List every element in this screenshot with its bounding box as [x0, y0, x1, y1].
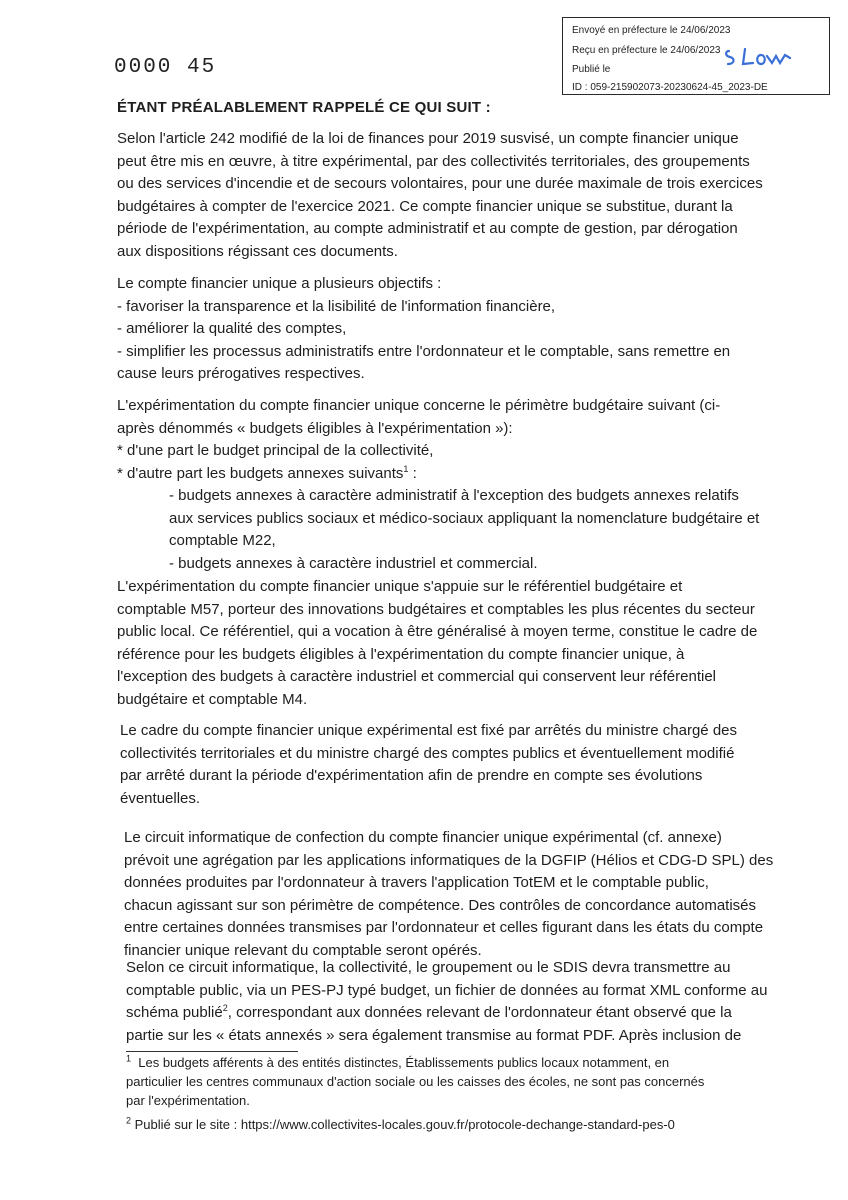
text-line: budgétaire et comptable M4.: [117, 690, 308, 708]
paragraph-scope: [117, 395, 777, 575]
sub-list-item: - budgets annexes à caractère administratif à l'exception des budgets annexes relatifs: [169, 487, 739, 504]
text-run: * d'autre part les budgets annexes suivants: [117, 464, 404, 482]
text-line: aux services publics sociaux et médico-sociaux appliquant la nomenclature budgétaire et: [169, 509, 760, 527]
text-run: :: [408, 464, 417, 482]
footnote-mark: 2: [126, 1115, 132, 1126]
footnote-1: [126, 1053, 802, 1110]
text-line: Le compte financier unique a plusieurs objectifs :: [117, 275, 442, 292]
text-line: période de l'expérimentation, au compte administratif et au compte de gestion, par dérogation: [117, 220, 738, 237]
text-line: L'expérimentation du compte financier unique s'appuie sur le référentiel budgétaire et: [117, 578, 683, 595]
text-line: comptable M22,: [169, 532, 276, 549]
text-line: public local. Ce référentiel, qui a vocation à être généralisé à moyen terme, constitue le cadre de: [117, 623, 758, 640]
text-line: Le cadre du compte financier unique expérimental est fixé par arrêtés du ministre chargé des: [120, 722, 737, 739]
text-line: budgétaires à compter de l'exercice 2021. Ce compte financier unique se substitue, durant la: [117, 197, 733, 215]
section-heading: ÉTANT PRÉALABLEMENT RAPPELÉ CE QUI SUIT :: [117, 99, 491, 116]
list-item: - simplifier les processus administratifs entre l'ordonnateur et le comptable, sans remettre en: [117, 342, 731, 360]
text-line: comptable public, via un PES-PJ typé budget, un fichier de données au format XML conforme au: [126, 981, 768, 999]
paragraph-it-circuit: [124, 827, 784, 962]
text-run: schéma publié: [126, 1004, 223, 1021]
paragraph-m57-framework: [117, 576, 777, 711]
stamp-received-date: Reçu en préfecture le 24/06/2023: [572, 45, 721, 56]
document-number: 0000 45: [114, 56, 217, 79]
paragraph-transmission: [126, 957, 786, 1047]
paragraph-objectives: [117, 273, 777, 386]
text-line: ou des services d'incendie et de secours volontaires, pour une durée maximale de trois exercices: [117, 175, 763, 192]
text-line: [126, 1002, 786, 1025]
text-line: peut être mis en œuvre, à titre expérimental, par des collectivités territoriales, des groupements: [117, 152, 750, 170]
text-line: entre certaines données transmises par l'ordonnateur et celles figurant dans les états du compte: [124, 919, 764, 936]
text-line: financier unique relevant du comptable seront opérés.: [124, 941, 482, 959]
text-line: éventuelles.: [120, 789, 201, 807]
stamp-published: Publié le: [572, 64, 611, 75]
paragraph-legal-basis: [117, 128, 777, 263]
text-line: L'expérimentation du compte financier unique concerne le périmètre budgétaire suivant (ci-: [117, 397, 721, 414]
footnote-line: [126, 1053, 802, 1072]
list-item: [117, 463, 777, 486]
text-line: Selon ce circuit informatique, la collectivité, le groupement ou le SDIS devra transmettre au: [126, 959, 731, 976]
footnote-2: [126, 1115, 802, 1134]
footnote-line: par l'expérimentation.: [126, 1093, 250, 1108]
footnote-mark: 1: [126, 1053, 132, 1064]
text-line: l'exception des budgets à caractère industriel et commercial qui conservent leur référentiel: [117, 668, 717, 685]
footnote-divider: [126, 1051, 298, 1052]
text-line: prévoit une agrégation par les applications informatiques de la DGFIP (Hélios et CDG-D SPL) des: [124, 851, 774, 869]
stamp-id: ID : 059-215902073-20230624-45_2023-DE: [572, 82, 768, 93]
list-item: * d'une part le budget principal de la collectivité,: [117, 442, 434, 459]
footnote-link: Publié sur le site : https://www.collectivites-locales.gouv.fr/protocole-dechange-standard-pes-0: [134, 1117, 675, 1132]
text-line: aux dispositions régissant ces documents.: [117, 242, 398, 260]
text-run: , correspondant aux données relevant de l'ordonnateur étant observé que la: [227, 1004, 732, 1021]
text-line: collectivités territoriales et du ministre chargé des comptes publics et éventuellement modifié: [120, 744, 735, 762]
stamp-sent-date: Envoyé en préfecture le 24/06/2023: [572, 25, 731, 36]
paragraph-framework-decrees: [120, 720, 780, 810]
footnote-line: [126, 1115, 802, 1134]
footnote-line: particulier les centres communaux d'action sociale ou les caisses des écoles, ne sont pas concernés: [126, 1074, 705, 1089]
text-line: référence pour les budgets éligibles à l'expérimentation du compte financier unique, à: [117, 645, 685, 663]
text-line: partie sur les « états annexés » sera également transmise au format PDF. Après inclusion de: [126, 1026, 742, 1044]
text-line: après dénommés « budgets éligibles à l'expérimentation »):: [117, 419, 513, 437]
sub-list-item: - budgets annexes à caractère industriel et commercial.: [169, 554, 538, 572]
text-line: chacun agissant sur son périmètre de compétence. Des contrôles de concordance automatisés: [124, 896, 757, 914]
text-line: Le circuit informatique de confection du compte financier unique expérimental (cf. annexe): [124, 829, 722, 846]
footnote-ref-1: 1: [403, 463, 409, 474]
text-line: cause leurs prérogatives respectives.: [117, 365, 365, 382]
text-line: Selon l'article 242 modifié de la loi de finances pour 2019 susvisé, un compte financier unique: [117, 130, 739, 147]
handwritten-initials: [723, 45, 793, 71]
list-item: - favoriser la transparence et la lisibilité de l'information financière,: [117, 297, 556, 315]
text-run: Les budgets afférents à des entités distinctes, Établissements publics locaux notamment, en: [138, 1055, 670, 1070]
text-line: par arrêté durant la période d'expérimentation afin de prendre en compte ses évolutions: [120, 767, 703, 784]
text-line: comptable M57, porteur des innovations budgétaires et comptables les plus récentes du secteur: [117, 600, 755, 618]
footnote-ref-2: 2: [222, 1003, 228, 1013]
prefecture-stamp: [562, 17, 830, 95]
text-line: données produites par l'ordonnateur à travers l'application TotEM et le comptable public,: [124, 874, 709, 891]
list-item: - améliorer la qualité des comptes,: [117, 320, 347, 337]
